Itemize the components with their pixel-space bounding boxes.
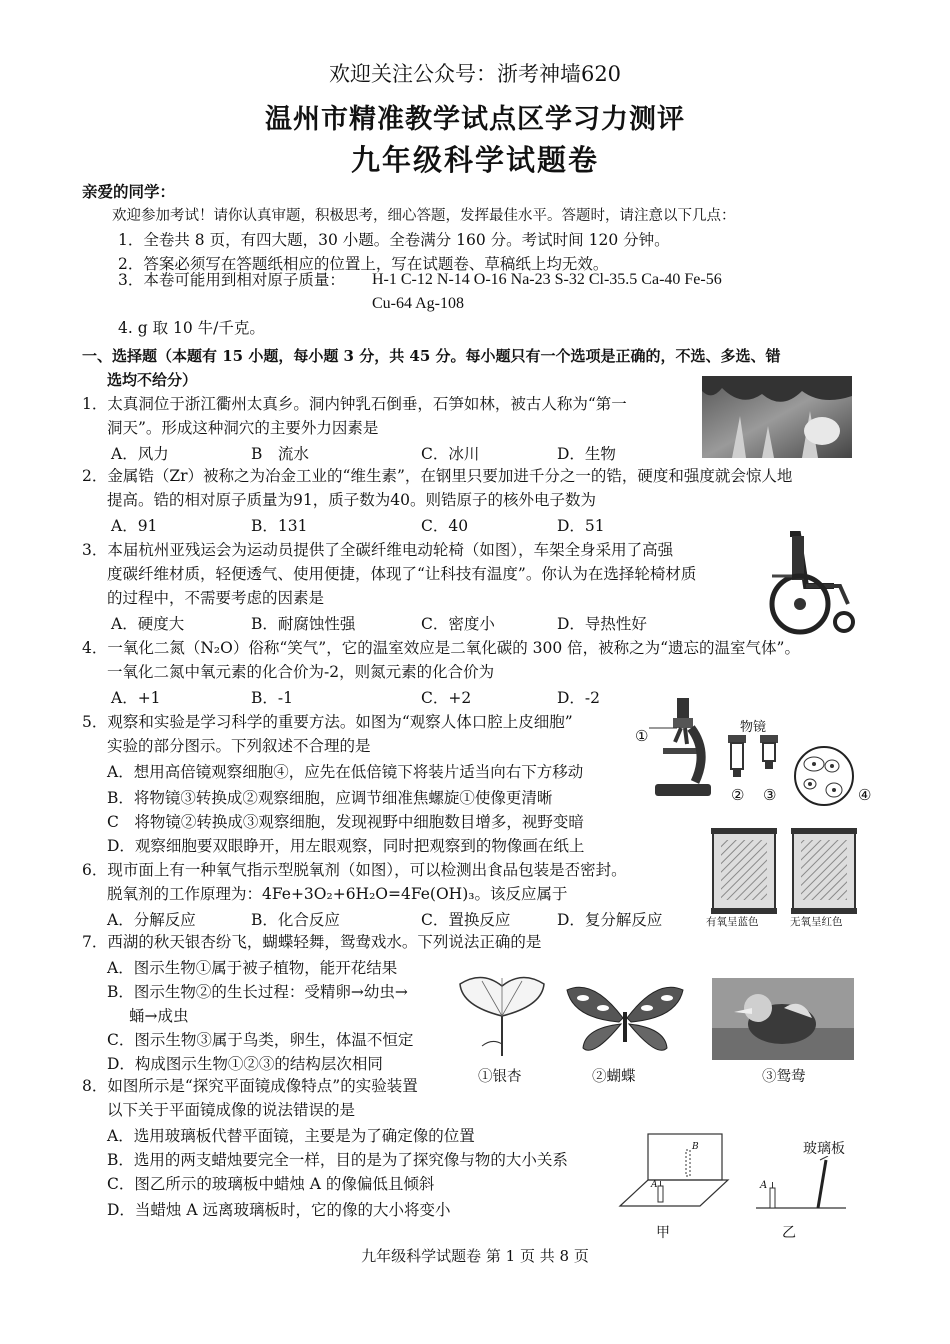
q5-option-b[interactable]: B．将物镜③转换成②观察细胞，应调节细准焦螺旋①使像更清晰 <box>107 789 553 807</box>
q1-option-d[interactable]: D．生物 <box>557 445 616 463</box>
butterfly-figure <box>563 978 687 1062</box>
deoxidizer-caption-left: 有氧呈蓝色 <box>706 916 759 928</box>
q3-option-c[interactable]: C．密度小 <box>421 615 495 633</box>
q4-option-c[interactable]: C．+2 <box>421 689 472 707</box>
figure-jia-label: 甲 <box>656 1225 670 1241</box>
q5-option-d[interactable]: D．观察细胞要双眼睁开，用左眼观察，同时把观察到的物像画在纸上 <box>107 837 585 855</box>
q8-option-d[interactable]: D．当蜡烛 A 远离玻璃板时，它的像的大小将变小 <box>107 1201 451 1219</box>
q4-option-b[interactable]: B．-1 <box>251 689 293 707</box>
instruction-item: 4. g 取 10 牛/千克。 <box>118 319 265 337</box>
question-8-stem: 8．如图所示是“探究平面镜成像特点”的实验装置 <box>82 1077 418 1095</box>
q7-option-b-cont: 蛹→成虫 <box>129 1007 189 1025</box>
candle-a-label-jia: A <box>651 1180 658 1190</box>
objectives-figure <box>722 735 786 781</box>
q1-option-a[interactable]: A．风力 <box>111 445 169 463</box>
instruction-item: 1．全卷共 8 页，有四大题，30 小题。全卷满分 160 分。考试时间 120 分钟。 <box>118 231 670 249</box>
promo-banner: 欢迎关注公众号：浙考神墙620 <box>328 62 622 86</box>
exam-title: 温州市精准教学试点区学习力测评 <box>265 104 685 135</box>
question-5-stem-cont: 实验的部分图示。下列叙述不合理的是 <box>107 737 371 755</box>
q5-option-c[interactable]: C 将物镜②转换成③观察细胞，发现视野中细胞数目增多，视野变暗 <box>107 813 584 831</box>
q4-option-d[interactable]: D．-2 <box>557 689 601 707</box>
q7-option-c[interactable]: C．图示生物③属于鸟类，卵生，体温不恒定 <box>107 1031 414 1049</box>
butterfly-caption: ②蝴蝶 <box>592 1069 636 1085</box>
microscope-figure <box>635 692 715 804</box>
question-3-stem-cont: 度碳纤维材质，轻便透气、使用便捷，体现了“让科技有温度”。你认为在选择轮椅材质 <box>107 565 697 583</box>
instructions-intro: 欢迎参加考试！请你认真审题，积极思考，细心答题，发挥最佳水平。答题时，请注意以下几点： <box>112 208 736 224</box>
cells-marker-4: ④ <box>858 786 872 804</box>
q6-option-d[interactable]: D．复分解反应 <box>557 911 663 929</box>
q1-option-c[interactable]: C．冰川 <box>421 445 480 463</box>
greeting: 亲爱的同学： <box>82 182 176 201</box>
wheelchair-photo <box>762 526 858 640</box>
q6-option-a[interactable]: A．分解反应 <box>107 911 196 929</box>
q7-option-b[interactable]: B．图示生物②的生长过程：受精卵→幼虫→ <box>107 983 408 1001</box>
q3-option-d[interactable]: D．导热性好 <box>557 615 647 633</box>
candle-a-label-yi: A <box>760 1180 768 1191</box>
instruction-item: 2．答案必须写在答题纸相应的位置上，写在试题卷、草稿纸上均无效。 <box>118 255 609 273</box>
q4-option-a[interactable]: A．+1 <box>111 689 161 707</box>
question-4-stem: 4．一氧化二氮（N₂O）俗称“笑气”，它的温室效应是二氧化碳的 300 倍，被称之为“遗忘的温室气体”。 <box>82 639 800 657</box>
question-3-stem-cont: 的过程中，不需要考虑的因素是 <box>107 589 325 607</box>
question-6-stem-cont: 脱氧剂的工作原理为：4Fe+3O₂+6H₂O=4Fe(OH)₃。该反应属于 <box>107 885 568 903</box>
objective-marker-3: ③ <box>763 786 777 804</box>
ginkgo-figure <box>452 966 552 1058</box>
cave-photo <box>702 376 852 458</box>
question-5-stem: 5．观察和实验是学习科学的重要方法。如图为“观察人体口腔上皮细胞” <box>82 713 573 731</box>
question-8-stem-cont: 以下关于平面镜成像的说法错误的是 <box>107 1101 356 1119</box>
q1-option-b[interactable]: B 流水 <box>251 445 309 463</box>
q2-option-b[interactable]: B．131 <box>251 517 308 535</box>
candle-b-label: B <box>692 1142 699 1152</box>
q2-option-d[interactable]: D．51 <box>557 517 605 535</box>
glass-plate-label: 玻璃板 <box>803 1141 845 1157</box>
q6-option-c[interactable]: C．置换反应 <box>421 911 511 929</box>
question-7-stem: 7．西湖的秋天银杏纷飞，蝴蝶轻舞，鸳鸯戏水。下列说法正确的是 <box>82 933 542 951</box>
atomic-masses-line2: Cu-64 Ag-108 <box>372 295 464 312</box>
q3-option-b[interactable]: B．耐腐蚀性强 <box>251 615 356 633</box>
objective-label: 物镜 <box>740 720 767 735</box>
question-3-stem: 3．本届杭州亚残运会为运动员提供了全碳纤维电动轮椅（如图），车架全身采用了高强 <box>82 541 674 559</box>
question-2-stem: 2．金属锆（Zr）被称之为冶金工业的“维生素”，在钢里只要加进千分之一的锆，硬度和强度就会惊人地 <box>82 467 793 485</box>
q2-option-a[interactable]: A．91 <box>111 517 158 535</box>
deoxidizer-figure <box>705 828 863 914</box>
atomic-masses-line1: H-1 C-12 N-14 O-16 Na-23 S-32 Cl-35.5 Ca-40 Fe-56 <box>372 271 722 288</box>
mirror-setup-jia-figure <box>618 1128 730 1210</box>
instruction-item: 3．本卷可能用到相对原子质量： <box>118 271 345 289</box>
q6-option-b[interactable]: B．化合反应 <box>251 911 340 929</box>
mandarin-duck-caption: ③鸳鸯 <box>762 1069 806 1085</box>
q7-option-a[interactable]: A．图示生物①属于被子植物，能开花结果 <box>107 959 398 977</box>
question-1-stem: 1．太真洞位于浙江衢州太真乡。洞内钟乳石倒垂，石笋如林，被古人称为“第一 <box>82 395 627 413</box>
q8-option-a[interactable]: A．选用玻璃板代替平面镜，主要是为了确定像的位置 <box>107 1127 475 1145</box>
q8-option-b[interactable]: B．选用的两支蜡烛要完全一样，目的是为了探究像与物的大小关系 <box>107 1151 568 1169</box>
section-heading: 一、选择题（本题有 15 小题，每小题 3 分，共 45 分。每小题只有一个选项是正确的，不选、多选、错 <box>82 347 781 365</box>
figure-yi-label: 乙 <box>782 1225 796 1241</box>
deoxidizer-caption-right: 无氧呈红色 <box>790 916 843 928</box>
section-heading-cont: 选均不给分） <box>107 371 198 389</box>
objective-marker-2: ② <box>731 786 745 804</box>
q3-option-a[interactable]: A．硬度大 <box>111 615 185 633</box>
mirror-setup-yi-figure <box>756 1156 848 1212</box>
microscope-marker-1: ① <box>635 727 649 745</box>
q7-option-d[interactable]: D．构成图示生物①②③的结构层次相同 <box>107 1055 383 1073</box>
question-4-stem-cont: 一氧化二氮中氧元素的化合价为-2，则氮元素的化合价为 <box>107 663 495 681</box>
ginkgo-caption: ①银杏 <box>478 1069 522 1085</box>
question-6-stem: 6．现市面上有一种氧气指示型脱氧剂（如图），可以检测出食品包装是否密封。 <box>82 861 627 879</box>
q5-option-a[interactable]: A．想用高倍镜观察细胞④，应先在低倍镜下将装片适当向右下方移动 <box>107 763 584 781</box>
q2-option-c[interactable]: C．40 <box>421 517 469 535</box>
page-footer: 九年级科学试题卷 第 1 页 共 8 页 <box>361 1247 589 1265</box>
question-1-stem-cont: 洞天”。形成这种洞穴的主要外力因素是 <box>107 419 379 437</box>
question-2-stem-cont: 提高。锆的相对原子质量为91，质子数为40。则锆原子的核外电子数为 <box>107 491 596 509</box>
cells-view-figure <box>792 744 856 808</box>
q8-option-c[interactable]: C．图乙所示的玻璃板中蜡烛 A 的像偏低且倾斜 <box>107 1175 435 1193</box>
exam-subtitle: 九年级科学试题卷 <box>350 143 599 177</box>
mandarin-duck-photo <box>712 978 854 1060</box>
